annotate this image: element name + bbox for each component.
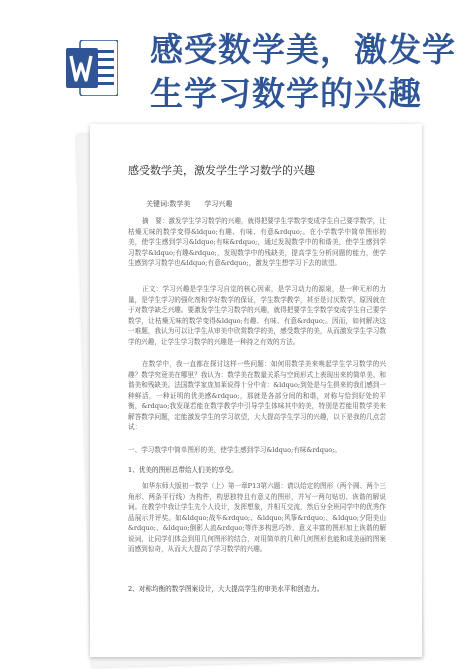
word-icon bbox=[66, 40, 118, 96]
document-preview bbox=[90, 124, 420, 659]
body-paragraph-3: 如华东师大版初一数学（上）第一章P13第六题：请以给定的图形（两个圆、两个三角形、两条平行线）为构件，构思独特且有意义的图形，并写一两句贴切、诙谐的解说词。在教学中我让学生先个人设计，发挥想象，并相互交流，然后分全班同学中的优秀作品展示并评奖。如&ldquo;战车&rdquo;、&ldquo;风筝&rdquo;、&ldquo;夕阳美山&rdquo;、&ldquo;倒影人流&rdquo;等许多构思巧妙、意义丰富的图形加上诙谐的解说词，让同学们体会到用几何图形的结合，对用简单的几种几何图形也能和成美丽的图案而感到惊奇，从而大大提高了学习数学的兴趣。 bbox=[128, 482, 386, 553]
document-title: 感受数学美，激发学生学习数学的兴趣 bbox=[128, 164, 315, 177]
document-keywords: 关键词:数学美 学习兴趣 bbox=[146, 200, 233, 208]
abstract-paragraph: 摘 要：激发学生学习数学的兴趣，就得把要学生学数学变成学生自己要学数学，让枯燥无味的数学变得&ldquo;有趣、有味、有意&rdquo;。在小学数学中简单图形的美，使学生感到学习&ldquo;有味&rdquo;，通过发现数学中的和谐美，使学生感到学习数学&ldquo;有趣&rdquo;，发现数学中的残缺美，提高学生分析问题的能力，使学生感到学习数学也&ldquo;有意&rdquo;，激发学生想学习下去的欲望。 bbox=[128, 217, 386, 267]
body-paragraph-2: 在数学中，我一直都在探讨这样一些问题：如何用数学美来唤起学生学习数学的兴趣？数学究竟美在哪里？我认为：数学美在数量关系与空间形式上表现出来的简单美、和谐美和残缺美。法国数学家庞加莱说得十分中肯：&ldquo;到处是与生俱来的我们感到一种鲜活，一种证明的优美感&rdquo;，那就是各部分间的和谐，对称与恰到好处的平衡，&rdquo;我发现若能在数学教学中引导学生体味其中的美，特别是若能用数学美来解答数学问题，定能激发学生的学习欲望，大大提高学生学习的兴趣，以下是我的几点尝试： bbox=[128, 360, 386, 431]
subsection-heading-2: 2、对称均衡的数学图案设计，大大提高学生的审美水平和创造力。 bbox=[128, 585, 324, 593]
body-paragraph-1: 正文：学习兴趣是学生学习自觉的核心因素，是学习动力的源泉，是一种无形的力量，是学生学习的强化剂和学好数学的保证，学生数学教学，甚至是讨厌数学，原因就在于对数学缺乏兴趣。要激发学生学习数学的兴趣，就得把要学生学数学变成学生自己要学数学，让枯燥无味的数学变得&ldquo;有趣、有味、有意&rdquo;。因而，如何解决这一难题，我认为可以让学生从审美中欣赏数学的美，感受数学的美，从而激发学生学习数学的兴趣，让学生学习数学的兴趣是一种持之有效的方法。 bbox=[128, 285, 386, 346]
page-title: 感受数学美，激发学生学习数学的兴趣 bbox=[150, 30, 456, 113]
header-banner bbox=[0, 0, 474, 120]
section-heading-1: 一、学习数学中简单图形的美，使学生感到学习&ldquo;有味&rdquo;。 bbox=[128, 446, 342, 454]
subsection-heading-1: 1、优美的图形总带给人们美的享受。 bbox=[128, 466, 238, 474]
document-page bbox=[90, 124, 422, 657]
